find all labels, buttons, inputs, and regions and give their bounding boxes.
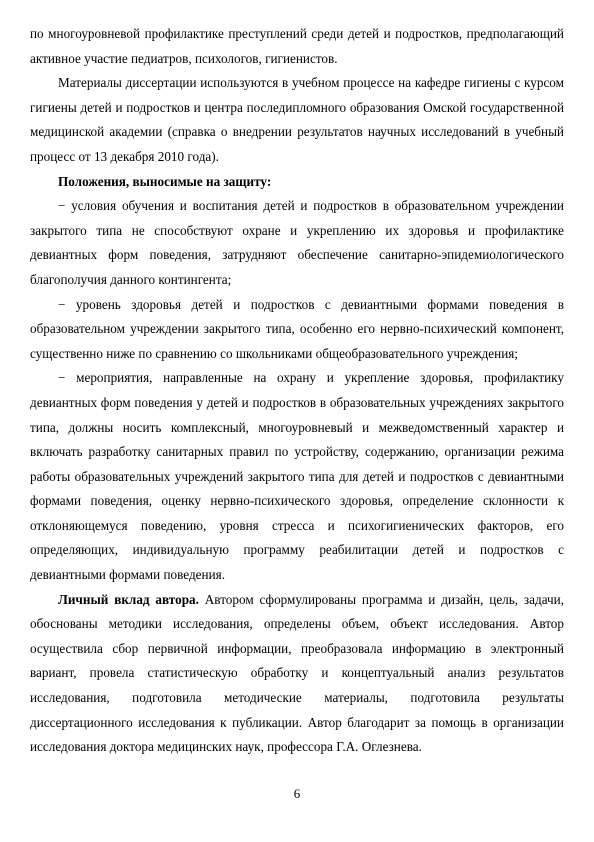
page-body	[30, 22, 564, 760]
section-heading-theses: Положения, выносимые на защиту:	[58, 173, 272, 189]
author-contribution-label: Личный вклад автора.	[58, 591, 199, 607]
thesis-item-2: − уровень здоровья детей и подростков с девиантными формами поведения в образовательном учреждении закрытого типа, особенно его нервно-психический компонент, существенно ниже по сравнению со школьниками общеобразовательного учреждения;	[30, 296, 564, 361]
thesis-item-1: − условия обучения и воспитания детей и подростков в образовательном учреждении закрытого типа не способствуют охране и укреплению их здоровья и профилактике девиантных форм поведения, затрудняют обеспечение санитарно-эпидемиологического благополучия данного контингента;	[30, 198, 564, 287]
thesis-item-3: − мероприятия, направленные на охрану и укрепление здоровья, профилактику девиантных форм поведения у детей и подростков в образовательных учреждениях закрытого типа, должны носить комплексный, многоуровневый и межведомственный характер и включать разработку санитарных правил по устройству, содержанию, организации режима работы образовательных учреждений закрытого типа для детей и подростков с девиантными формами поведения, оценку нервно-психического здоровья, определение склонности к отклоняющемуся поведению, уровня стресса и психогигиенических факторов, его определяющих, индивидуальную программу реабилитации детей и подростков с девиантными формами поведения.	[30, 370, 564, 583]
paragraph-author-contribution	[30, 588, 564, 760]
author-contribution-text: Автором сформулированы программа и дизайн, цель, задачи, обоснованы методики исследования, определены объем, объект исследования. Автор осуществила сбор первичной информации, преобразовала информацию в электронный вариант, провела статистическую обработку и концептуальный анализ результатов исследования, подготовила методические материалы, подготовила результаты диссертационного исследования к публикации. Автор благодарит за помощь в организации исследования доктора медицинских наук, профессора Г.А. Оглезнева.	[30, 591, 564, 755]
paragraph-materials-usage: Материалы диссертации используются в учебном процессе на кафедре гигиены с курсом гигиены детей и подростков и центра последипломного образования Омской государственной медицинской академии (справка о внедрении результатов научных исследований в учебный процесс от 13 декабря 2010 года).	[30, 75, 564, 164]
page-number: 6	[293, 786, 301, 801]
paragraph-continuation: по многоуровневой профилактике преступлений среди детей и подростков, предполагающий активное участие педиатров, психологов, гигиенистов.	[30, 26, 564, 66]
